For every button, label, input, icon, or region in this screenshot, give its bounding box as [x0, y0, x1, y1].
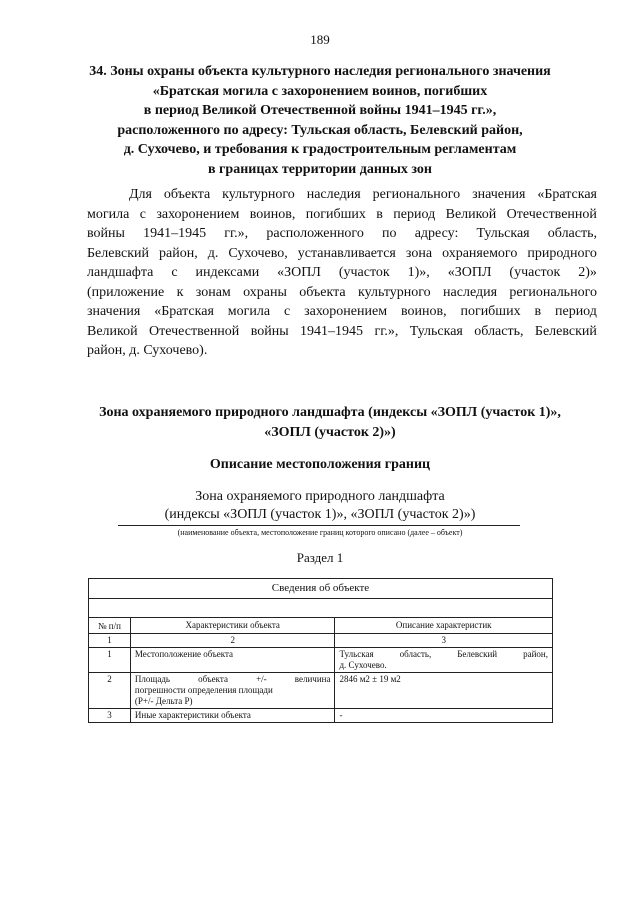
intro-word: в [376, 206, 383, 222]
heading-line: в границах территории данных зон [208, 161, 432, 177]
intro-word: охраны [243, 284, 287, 300]
intro-word: Великой [87, 323, 138, 339]
row-description-line: Тульская область, Белевский район, [339, 649, 548, 659]
row-description-line: д. Сухочево. [339, 660, 387, 670]
intro-word: Тульская [409, 323, 463, 339]
object-info-table [88, 578, 553, 723]
row-description [335, 648, 553, 673]
intro-word: 1941–1945 [143, 226, 207, 241]
page-number: 189 [310, 32, 330, 47]
table-title: Сведения об объекте [89, 579, 553, 599]
intro-word: адресу: [414, 226, 459, 241]
intro-word: ландшафта [87, 265, 154, 280]
col-number: 1 [89, 634, 131, 648]
intro-word: (участок [338, 265, 390, 280]
header-num: № п/п [89, 618, 131, 634]
table-blank-row [89, 599, 553, 618]
intro-word: могила [227, 304, 271, 319]
intro-word: объекта [163, 187, 211, 202]
intro-word: воинов, [400, 304, 447, 319]
zone-title-line: Зона охраняемого природного ландшафта (индексы «ЗОПЛ (участок 1)», [99, 405, 561, 420]
intro-word: Сухочево, [228, 245, 288, 261]
heading-line: 34. Зоны охраны объекта культурного наследия регионального значения [89, 64, 551, 79]
intro-word: войны [87, 226, 125, 241]
col-number: 2 [130, 634, 335, 648]
row-num: 1 [89, 648, 131, 673]
intro-line [87, 185, 597, 205]
intro-word: д. [207, 245, 219, 261]
intro-word: природного [527, 245, 597, 261]
row-description: - [335, 709, 553, 723]
row-characteristic [130, 673, 335, 709]
intro-word: наследия [306, 187, 361, 202]
intro-word: в [534, 304, 542, 319]
intro-word: гг.», [224, 226, 249, 241]
heading-line: расположенного по адресу: Тульская область, Белевский район, [117, 122, 523, 138]
intro-word: область, [547, 226, 597, 241]
row-characteristic-line: погрешности определения площади [134, 685, 273, 695]
row-num: 3 [89, 709, 131, 723]
zone-title [60, 403, 600, 442]
intro-word: область, [474, 323, 524, 339]
intro-word: гг.», [374, 323, 399, 339]
intro-paragraph [87, 185, 597, 361]
header-characteristic: Характеристики объекта [130, 618, 335, 634]
object-name-line: Зона охраняемого природного ландшафта [195, 489, 445, 504]
intro-word: Отечественной [149, 323, 240, 339]
intro-word: 1)», [407, 265, 430, 280]
row-characteristic: Местоположение объекта [130, 648, 335, 673]
intro-word: захоронением [304, 304, 388, 319]
heading-line: д. Сухочево, и требования к градостроительным регламентам [123, 142, 517, 157]
table-row [89, 673, 553, 709]
intro-word: с [139, 206, 146, 222]
boundary-description-heading: Описание местоположения границ [209, 457, 431, 472]
intro-word: с [283, 304, 291, 319]
intro-word: значения [87, 304, 141, 319]
intro-word: захоронением [156, 206, 240, 222]
intro-word: «Братская [154, 304, 214, 319]
intro-word: 1941–1945 [300, 323, 364, 339]
row-characteristic-line: Площадь объекта +/- величина [134, 674, 331, 684]
intro-word: могила [87, 206, 130, 222]
intro-word: значения [472, 187, 526, 202]
table-row [89, 648, 553, 673]
heading-line: в период Великой Отечественной войны 1941–1945 гг.», [143, 103, 497, 118]
header-description: Описание характеристик [335, 618, 553, 634]
intro-line [87, 322, 597, 342]
intro-word: (приложение [87, 284, 165, 300]
intro-word: устанавливается [297, 245, 396, 261]
intro-word: по [382, 226, 397, 241]
intro-word: охраняемого [442, 245, 518, 261]
intro-word: «Братская [537, 187, 597, 202]
intro-word: период [554, 304, 597, 319]
intro-word: погибших [305, 206, 366, 222]
intro-line [87, 263, 597, 283]
intro-word: регионального [372, 187, 461, 202]
row-characteristic: Иные характеристики объекта [130, 709, 335, 723]
intro-word: с [171, 265, 178, 280]
row-description: 2846 м2 ± 19 м2 [335, 673, 553, 709]
intro-word: «ЗОПЛ [277, 265, 321, 280]
object-caption: (наименование объекта, местоположение границ которого описано (далее – объект) [177, 528, 463, 537]
intro-line [87, 224, 597, 244]
intro-word: Для [129, 187, 152, 202]
intro-word: «ЗОПЛ [447, 265, 492, 280]
row-num: 2 [89, 673, 131, 709]
intro-word: войны [250, 323, 289, 339]
intro-line [87, 283, 597, 303]
row-characteristic-line: (Р+/- Дельта Р) [134, 696, 193, 706]
intro-word: объекта [299, 284, 346, 300]
intro-line [87, 302, 597, 322]
table-row [89, 709, 553, 723]
intro-word: Великой [445, 206, 497, 222]
section-label: Раздел 1 [296, 550, 344, 565]
intro-line [87, 205, 597, 225]
intro-word: погибших [460, 304, 521, 319]
heading-line: «Братская могила с захоронением воинов, погибших [152, 83, 488, 99]
intro-word: расположенного [266, 226, 364, 241]
intro-word: регионального [509, 284, 597, 300]
intro-word: Белевский [534, 323, 597, 339]
intro-word: наследия [443, 284, 498, 300]
section-heading [70, 62, 570, 179]
intro-word: к [176, 284, 184, 300]
caption-underline [118, 525, 520, 526]
intro-word: район, [159, 245, 198, 261]
intro-word: культурного [222, 187, 295, 202]
zone-title-line: «ЗОПЛ (участок 2)») [264, 424, 396, 440]
col-number: 3 [335, 634, 553, 648]
intro-word: индексами [195, 265, 260, 280]
intro-line: район, д. Сухочево). [87, 343, 208, 358]
intro-word: период [393, 206, 436, 222]
intro-word: Отечественной [506, 206, 597, 222]
intro-word: Белевский [87, 245, 149, 261]
object-name [110, 488, 530, 524]
intro-word: зонам [195, 284, 231, 300]
intro-word: воинов, [249, 206, 296, 222]
intro-word: культурного [358, 284, 431, 300]
intro-word: зона [405, 245, 433, 261]
intro-word: Тульская [476, 226, 530, 241]
intro-word: (участок [509, 265, 561, 280]
object-name-line: (индексы «ЗОПЛ (участок 1)», «ЗОПЛ (участок 2)») [164, 507, 476, 522]
intro-line [87, 244, 597, 264]
intro-word: 2)» [578, 265, 597, 280]
